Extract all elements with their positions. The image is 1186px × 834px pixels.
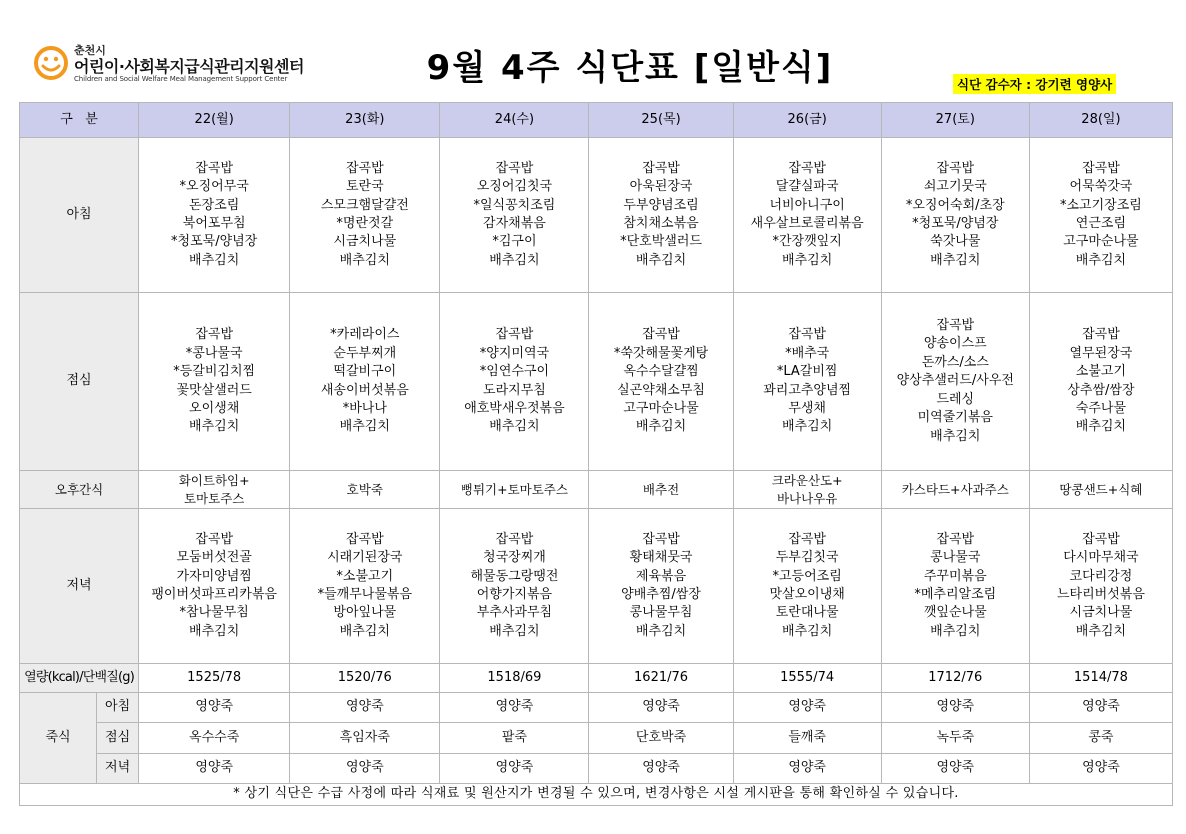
porridge-cell: 콩죽 (1029, 723, 1172, 754)
dish-item: 모둠버섯전골 (176, 550, 252, 566)
dish-item: 깻잎순나물 (923, 605, 987, 621)
dish-item: 콩나물국 (930, 550, 981, 566)
dish-item: 맛살오이냉채 (769, 587, 845, 602)
dish-item: *청포묵/양념장 (171, 234, 258, 250)
dish-item: 제육볶음 (635, 568, 687, 584)
porridge-cell: 단호박죽 (589, 723, 733, 754)
dish-item: 미역줄기볶음 (917, 410, 993, 426)
dish-item: *소고기장조림 (1059, 197, 1142, 213)
dish-item: *들깨무나물볶음 (317, 587, 412, 602)
porridge-cell: 영양죽 (440, 693, 589, 723)
dish-item: 쑥갓나물 (930, 234, 981, 250)
menu-cell (733, 138, 881, 293)
dish-item: 토마토주스 (183, 490, 245, 506)
dish-item: 주꾸미볶음 (923, 568, 987, 584)
dish-item: *양지미역국 (479, 345, 550, 361)
day-header: 23(화) (290, 103, 440, 138)
dish-item: 잡곡밥 (788, 531, 826, 547)
dish-item: 양상추샐러드/사우전 (896, 373, 1014, 389)
dish-item: 배추김치 (339, 419, 390, 435)
dish-item: 오징어김칫국 (476, 179, 553, 195)
dish-item: 땅콩샌드+식혜 (1059, 481, 1143, 497)
dish-item: 상추쌈/쌈장 (1067, 382, 1135, 398)
dish-item: *쑥갓해물꽃게탕 (613, 345, 709, 361)
dish-item: 잡곡밥 (1082, 531, 1120, 547)
dish-item: 크라운산도+ (771, 472, 843, 488)
dish-item: 새송이버섯볶음 (320, 382, 409, 398)
dish-item: *김구이 (492, 234, 537, 250)
dish-item: 달걀실파국 (775, 179, 839, 195)
dish-item: 시래기된장국 (327, 550, 403, 566)
dish-item: 오이생채 (189, 400, 240, 416)
menu-cell (733, 293, 881, 471)
dish-item: 코다리강정 (1069, 568, 1133, 584)
dish-item: 토란국 (345, 179, 384, 195)
dinner-row (20, 509, 1173, 664)
dish-item: 열무된장국 (1069, 345, 1133, 361)
meal-label-dinner: 저녁 (20, 509, 139, 664)
kcal-cell: 1518/69 (440, 664, 589, 693)
menu-cell (139, 471, 290, 509)
dish-item: 배추김치 (1075, 419, 1127, 435)
dish-item: 연근조림 (1075, 216, 1127, 231)
menu-cell (290, 293, 440, 471)
dish-item: 너비아니구이 (769, 197, 845, 213)
menu-cell (290, 138, 440, 293)
kcal-cell: 1520/76 (290, 664, 440, 693)
porridge-cell: 팥죽 (440, 723, 589, 754)
dish-item: 돈까스/소스 (921, 354, 989, 370)
dish-item: *배추국 (785, 345, 830, 361)
corner-label: 구 분 (20, 103, 139, 138)
dish-item: *참나물무침 (179, 605, 249, 621)
dish-item: 잡곡밥 (495, 327, 534, 343)
dish-item: *일식꽁치조림 (473, 197, 556, 213)
dish-item: 도라지무침 (483, 382, 546, 398)
porridge-cell: 녹두죽 (881, 723, 1029, 754)
dish-item: 배추김치 (189, 623, 240, 639)
menu-cell (290, 471, 440, 509)
dish-item: 잡곡밥 (345, 531, 384, 547)
supervisor-badge: 식단 감수자 : 강기련 영양사 (953, 74, 1116, 94)
dish-item: 쇠고기뭇국 (923, 179, 987, 195)
menu-cell (881, 138, 1029, 293)
dish-item: 황태채뭇국 (629, 550, 693, 566)
dish-item: 부추사과무침 (476, 605, 553, 621)
dish-item: 배추김치 (782, 623, 833, 639)
dish-item: 화이트하임+ (178, 472, 250, 488)
dish-item: 어묵쑥갓국 (1069, 179, 1133, 195)
dish-item: *고등어조림 (772, 568, 842, 584)
dish-item: 옥수수달걀찜 (623, 364, 699, 380)
dish-item: 해물동그랑땡전 (470, 568, 559, 584)
page-title: 9월 4주 식단표 [일반식] (426, 48, 834, 88)
dish-item: *오징어숙회/초장 (905, 197, 1005, 213)
porridge-cell: 영양죽 (139, 693, 290, 723)
dish-item: *등갈비김치찜 (173, 364, 256, 380)
dish-item: 감자채볶음 (483, 216, 546, 231)
dish-item: 떡갈비구이 (333, 364, 397, 380)
dish-item: 잡곡밥 (788, 160, 826, 176)
dish-item: 배추김치 (189, 419, 240, 435)
org-english-name: Children and Social Welfare Meal Management Support Center (74, 75, 288, 83)
menu-cell (589, 138, 733, 293)
menu-cell (440, 293, 589, 471)
menu-cell (589, 509, 733, 664)
dish-item: 다시마무채국 (1063, 550, 1139, 566)
menu-cell (589, 293, 733, 471)
dish-item: 뻥튀기+토마토주스 (460, 481, 568, 497)
dish-item: *청포묵/양념장 (912, 216, 999, 231)
porridge-breakfast-row (20, 693, 1173, 723)
meal-label-lunch: 점심 (20, 293, 139, 471)
dish-item: *메추리알조림 (914, 587, 997, 602)
dish-item: 배추전 (642, 481, 680, 497)
dish-item: 잡곡밥 (936, 318, 975, 334)
center-logo (34, 42, 324, 88)
dish-item: 카스타드+사과주스 (901, 481, 1009, 497)
dish-item: 배추김치 (339, 623, 390, 639)
menu-cell (139, 293, 290, 471)
porridge-cell: 영양죽 (733, 754, 881, 784)
menu-cell (881, 471, 1029, 509)
dish-item: 잡곡밥 (936, 160, 975, 176)
dish-item: 두부김칫국 (775, 550, 839, 566)
dish-item: 가자미양념찜 (176, 568, 252, 584)
dish-item: 실곤약채소무침 (617, 382, 705, 398)
porridge-cell: 영양죽 (1029, 754, 1172, 784)
dish-item: 배추김치 (782, 252, 833, 268)
menu-cell (440, 509, 589, 664)
kcal-cell: 1514/78 (1029, 664, 1172, 693)
menu-cell (1029, 138, 1172, 293)
dish-item: *단호박샐러드 (620, 234, 702, 250)
dish-item: *임연수구이 (479, 364, 550, 380)
dish-item: *콩나물국 (185, 345, 243, 361)
dish-item: 무생채 (788, 400, 826, 416)
dish-item: 양배추찜/쌈장 (621, 587, 701, 602)
porridge-cell: 영양죽 (733, 693, 881, 723)
dish-item: 잡곡밥 (788, 327, 826, 343)
dish-item: 배추김치 (930, 252, 981, 268)
dish-item: 바나나우유 (776, 490, 838, 506)
dish-item: 방아잎나물 (333, 605, 397, 621)
dish-item: 팽이버섯파프리카볶음 (151, 587, 277, 602)
meal-label-snack: 오후간식 (20, 471, 139, 509)
porridge-cell: 영양죽 (881, 693, 1029, 723)
dish-item: 배추김치 (635, 252, 687, 268)
porridge-cell: 영양죽 (290, 754, 440, 784)
kcal-row (20, 664, 1173, 693)
dish-item: 배추김치 (489, 252, 540, 268)
org-city: 춘천시 (74, 44, 106, 57)
day-header: 25(목) (589, 103, 733, 138)
porridge-cell: 들깨죽 (733, 723, 881, 754)
day-header: 24(수) (440, 103, 589, 138)
kcal-cell: 1621/76 (589, 664, 733, 693)
porridge-cell: 영양죽 (881, 754, 1029, 784)
dish-item: *오징어무국 (179, 179, 249, 195)
dish-item: 양송이스프 (923, 336, 987, 352)
dish-item: 아욱된장국 (629, 179, 693, 195)
dish-item: 느타리버섯볶음 (1056, 587, 1145, 602)
menu-cell (881, 293, 1029, 471)
day-header: 22(월) (139, 103, 290, 138)
porridge-cell: 옥수수죽 (139, 723, 290, 754)
dish-item: 스모크햄달걀전 (320, 197, 409, 213)
dish-item: 꽈리고추양념찜 (763, 382, 852, 398)
dish-item: 잡곡밥 (195, 531, 234, 547)
day-header: 28(일) (1029, 103, 1172, 138)
porridge-cell: 영양죽 (139, 754, 290, 784)
dish-item: 꽃맛살샐러드 (176, 382, 252, 398)
day-header: 26(금) (733, 103, 881, 138)
menu-cell (1029, 293, 1172, 471)
dish-item: *카레라이스 (330, 327, 400, 343)
kcal-cell: 1525/78 (139, 664, 290, 693)
dish-item: 새우살브로콜리볶음 (750, 216, 864, 231)
dish-item: 배추김치 (1075, 623, 1127, 639)
dish-item: *명란젓갈 (336, 216, 394, 231)
dish-item: 소불고기 (1075, 364, 1127, 380)
dish-item: 배추김치 (635, 419, 687, 435)
dish-item: *LA갈비찜 (776, 364, 838, 380)
dish-item: *소불고기 (336, 568, 394, 584)
dish-item: 고구마순나물 (1063, 234, 1139, 250)
org-name: 어린이·사회복지급식관리지원센터 (74, 57, 304, 76)
dish-item: 두부양념조림 (623, 197, 699, 213)
dish-item: 숙주나물 (1075, 400, 1127, 416)
lunch-row (20, 293, 1173, 471)
menu-cell (1029, 509, 1172, 664)
dish-item: 애호박새우젓볶음 (464, 400, 565, 416)
dish-item: 배추김치 (489, 623, 540, 639)
porridge-meal-label: 아침 (97, 693, 139, 723)
dish-item: 잡곡밥 (495, 160, 534, 176)
dish-item: 배추김치 (782, 419, 833, 435)
dish-item: 토란대나물 (775, 605, 839, 621)
menu-cell (440, 138, 589, 293)
dish-item: 잡곡밥 (936, 531, 975, 547)
dish-item: 잡곡밥 (642, 160, 680, 176)
dish-item: 잡곡밥 (195, 160, 234, 176)
menu-cell (589, 471, 733, 509)
menu-cell (139, 138, 290, 293)
menu-cell (290, 509, 440, 664)
porridge-meal-label: 점심 (97, 723, 139, 754)
dish-item: 배추김치 (189, 252, 240, 268)
dish-item: 잡곡밥 (195, 327, 234, 343)
day-header-row (20, 103, 1173, 138)
day-header: 27(토) (881, 103, 1029, 138)
dish-item: *바나나 (342, 400, 387, 416)
dish-item: 배추김치 (635, 623, 687, 639)
porridge-dinner-row (20, 754, 1173, 784)
porridge-cell: 영양죽 (589, 754, 733, 784)
dish-item: 잡곡밥 (1082, 327, 1120, 343)
porridge-cell: 영양죽 (589, 693, 733, 723)
porridge-cell: 영양죽 (440, 754, 589, 784)
dish-item: 잡곡밥 (495, 531, 534, 547)
dish-item: 배추김치 (930, 428, 981, 444)
meal-label-breakfast: 아침 (20, 138, 139, 293)
dish-item: 잡곡밥 (1082, 160, 1120, 176)
dish-item: 청국장찌개 (483, 550, 546, 566)
kcal-label: 열량(kcal)/단백질(g) (20, 664, 139, 693)
menu-cell (440, 471, 589, 509)
menu-cell (733, 509, 881, 664)
dish-item: 잡곡밥 (642, 531, 680, 547)
porridge-label: 죽식 (20, 693, 97, 784)
porridge-lunch-row (20, 723, 1173, 754)
dish-item: 배추김치 (930, 623, 981, 639)
footnote: * 상기 식단은 수급 사정에 따라 식재료 및 원산지가 변경될 수 있으며, 변경사항은 시설 게시판을 통해 확인하실 수 있습니다. (20, 784, 1173, 806)
menu-cell (139, 509, 290, 664)
dish-item: *간장깻잎지 (772, 234, 842, 250)
dish-item: 드레싱 (936, 391, 975, 407)
dish-item: 순두부찌개 (333, 345, 397, 361)
dish-item: 잡곡밥 (345, 160, 384, 176)
porridge-cell: 영양죽 (1029, 693, 1172, 723)
dish-item: 어향가지볶음 (476, 587, 553, 602)
dish-item: 북어포무침 (182, 216, 246, 231)
menu-cell (881, 509, 1029, 664)
menu-cell (733, 471, 881, 509)
dish-item: 배추김치 (1075, 252, 1127, 268)
footnote-row (20, 784, 1173, 806)
porridge-cell: 영양죽 (290, 693, 440, 723)
kcal-cell: 1555/74 (733, 664, 881, 693)
dish-item: 돈장조림 (189, 197, 240, 213)
porridge-cell: 흑임자죽 (290, 723, 440, 754)
porridge-meal-label: 저녁 (97, 754, 139, 784)
dish-item: 잡곡밥 (642, 327, 680, 343)
dish-item: 배추김치 (339, 252, 390, 268)
dish-item: 시금치나물 (1069, 605, 1133, 621)
dish-item: 시금치나물 (333, 234, 397, 250)
breakfast-row (20, 138, 1173, 293)
smiley-logo-icon (34, 46, 68, 80)
dish-item: 호박죽 (346, 481, 383, 497)
kcal-cell: 1712/76 (881, 664, 1029, 693)
menu-cell (1029, 471, 1172, 509)
snack-row (20, 471, 1173, 509)
dish-item: 콩나물무침 (629, 605, 693, 621)
dish-item: 고구마순나물 (623, 400, 699, 416)
dish-item: 참치채소볶음 (623, 216, 699, 231)
menu-table (19, 102, 1173, 806)
dish-item: 배추김치 (489, 419, 540, 435)
